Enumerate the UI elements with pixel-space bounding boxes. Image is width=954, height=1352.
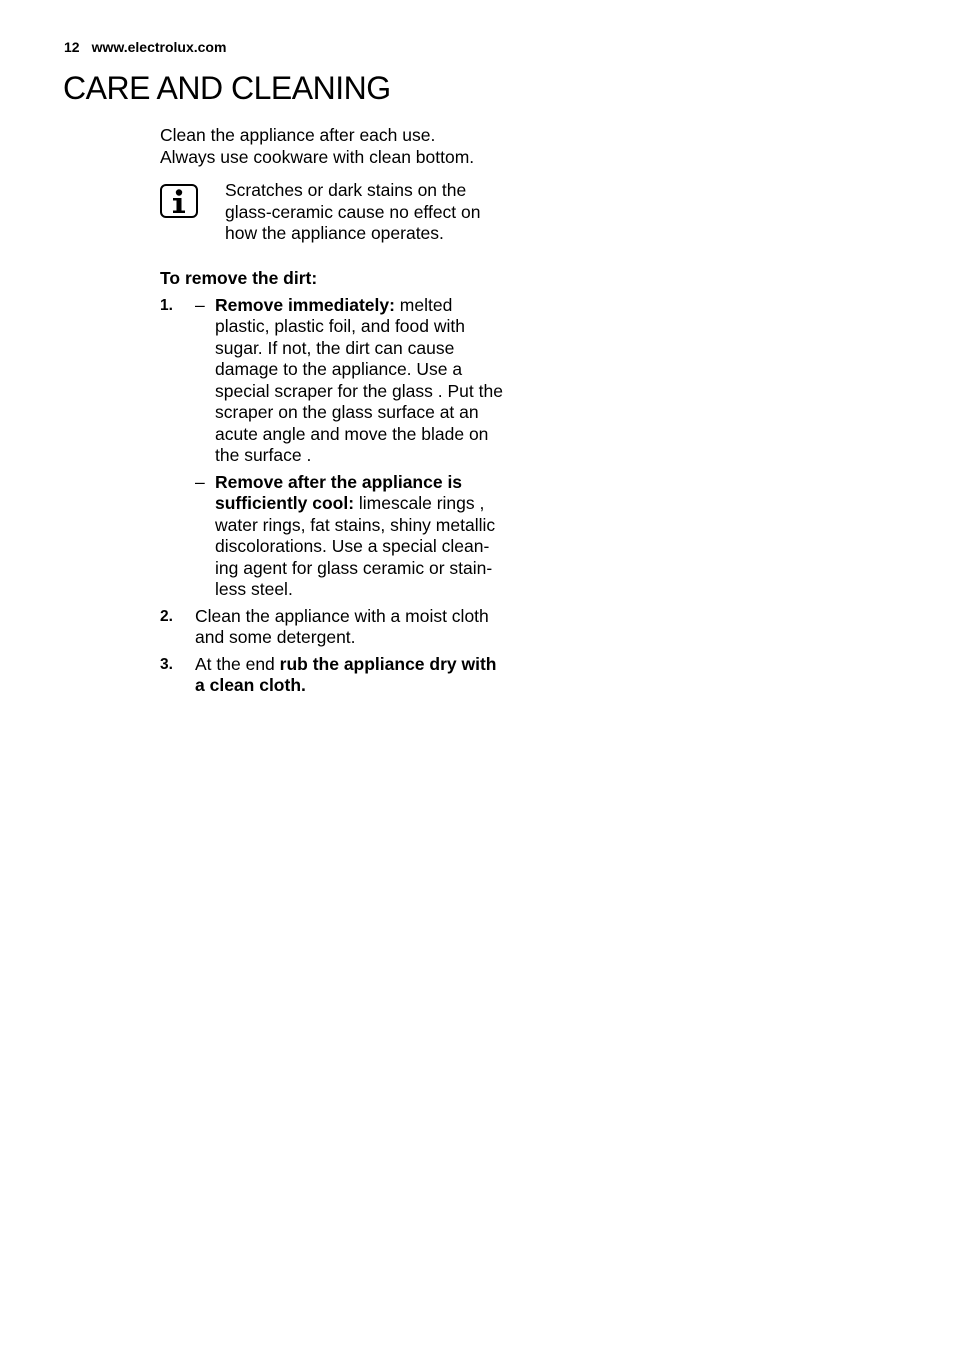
step-text: Clean the appliance with a moist cloth and some detergent. [195,605,489,647]
sub-item-text: limescale rings , water rings, fat stains, shiny metallic discolorations. Use a special clean-ing agent for glass ceramic or stain-less steel. [215,493,496,599]
cleaning-steps [160,295,510,697]
sub-item-remove-after-cool [195,472,510,601]
page-number: 12 [64,39,80,55]
intro-line-2: Always use cookware with clean bottom. [160,146,475,167]
info-icon [160,184,196,216]
info-note [160,180,510,250]
step-text: At the end [195,653,280,674]
sub-item-text: melted plastic, plastic foil, and food with sugar. If not, the dirt can cause damage to the appliance. Use a special scraper for the glass . Put the scraper on the glass surface at an acute angle and move the blade on the surface . [215,294,503,465]
sub-item-bold: Remove after the appliance is sufficiently cool: [215,471,463,513]
dash-bullet: – [195,294,205,315]
dash-bullet: – [195,471,205,492]
main-content [160,125,510,702]
section-subheading: To remove the dirt: [160,268,318,288]
info-text: Scratches or dark stains on the glass-ceramic cause no effect on how the appliance operates. [225,180,481,243]
website-link[interactable]: www.electrolux.com [91,39,227,55]
page-title: CARE AND CLEANING [63,70,391,106]
step-number: 2. [160,607,173,625]
sub-item-bold: Remove immediately: [215,294,395,315]
step-number: 3. [160,655,173,673]
intro-line-1: Clean the appliance after each use. [160,125,436,145]
sub-item-remove-immediately [195,295,510,467]
step-1 [160,295,510,601]
step-3 [160,654,510,697]
step-bold-text: rub the appliance dry with a clean cloth. [195,653,497,695]
step-number: 1. [160,296,173,314]
page-header [64,38,226,56]
step-2 [160,606,510,649]
